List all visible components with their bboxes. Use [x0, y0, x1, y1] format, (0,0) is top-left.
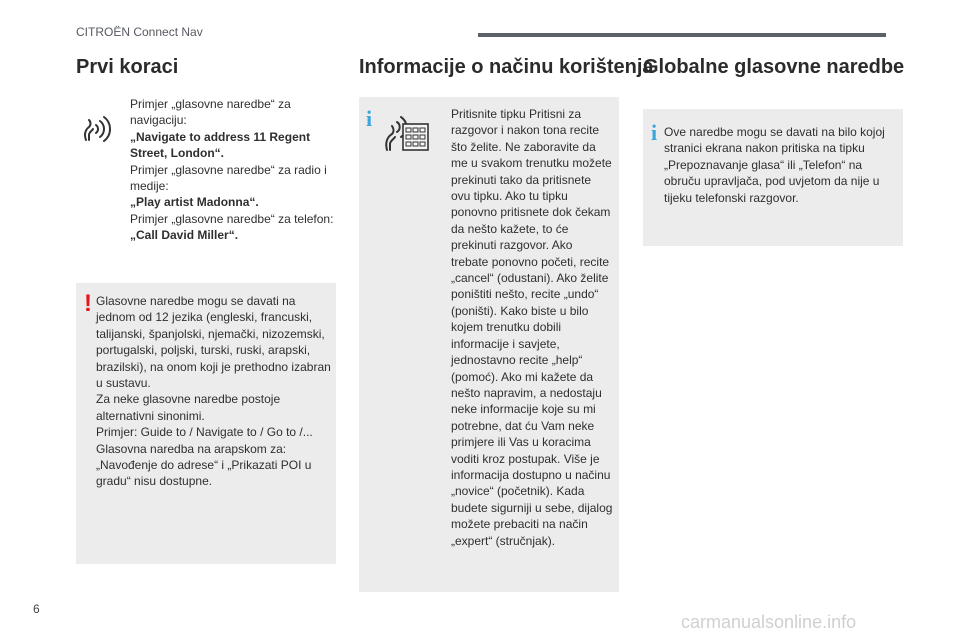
info-icon: i — [651, 120, 658, 145]
info-box-usage — [359, 97, 619, 592]
intro-examples — [130, 96, 335, 244]
steering-wheel-voice-button-icon — [381, 110, 431, 152]
header-bar — [478, 33, 886, 37]
warning-paragraph: Glasovne naredbe mogu se davati na jednom od 12 jezika (engleski, francuski, talijanski, španjolski, njemački, nizozemski, portugalski, poljski, turski, ruski, arapski, brazilski), na onom koji je prethodno izabran u sustavu. — [96, 294, 331, 391]
warning-text — [96, 293, 334, 490]
intro-line: Primjer „glasovne naredbe“ za navigaciju: — [130, 97, 291, 128]
intro-line: „Call David Miller“. — [130, 228, 239, 243]
warning-paragraph: Primjer: Guide to / Navigate to / Go to /... — [96, 425, 313, 440]
global-text: Ove naredbe mogu se davati na bilo kojoj stranici ekrana nakon pritiska na tipku „Prepoznavanje glasa“ ili „Telefon“ na obruču upravljača, pod uvjetom da nije u tijeku telefonski razgovor. — [664, 125, 885, 205]
warning-paragraph: Za neke glasovne naredbe postoje alternativni sinonimi. — [96, 392, 281, 423]
voice-command-icon — [81, 113, 113, 143]
intro-line: „Play artist Madonna“. — [130, 195, 259, 210]
intro-line: Primjer „glasovne naredbe“ za telefon: — [130, 211, 334, 226]
watermark: carmanualsonline.info — [681, 612, 857, 632]
warning-box — [76, 283, 336, 564]
info-icon: i — [366, 106, 373, 131]
warning-paragraph: Glasovna naredba na arapskom za: „Navođenje do adrese“ i „Prikazati POI u gradu“ nisu dostupne. — [96, 441, 312, 489]
heading-prvi-koraci: Prvi koraci — [76, 56, 179, 78]
usage-text: Pritisnite tipku Pritisni za razgovor i nakon tona recite što želite. Ne zaboravite da me u svakom trenutku možete prekinuti tako da pritisnete ovu tipku. Ako tu tipku ponovno pritisnete dok čekam da nešto kažete, to će prekinuti razgovor. Ako trebate ponovno početi, recite „cancel“ (odustani). Ako želite poništiti nešto, recite „undo“ (poništi). Kako biste u bilo kojem trenutku dobili informacije i savjete, jednostavno recite „help“ (pomoć). Ako mi kažete da nešto napravim, a nedostaju neke informacije koje su mi potrebne, dat ću Vam neke primjere ili Vas u koracima voditi kroz postupak. Više je informacija dostupno u načinu „novice“ (početnik). Kada budete sigurniji u sebe, dijalog možete prebaciti na način „expert“ (stručnjak). — [451, 107, 613, 548]
info-box-global — [643, 109, 903, 246]
warning-icon: ! — [84, 290, 92, 317]
heading-globalne: Globalne glasovne naredbe — [643, 56, 905, 78]
intro-line: Primjer „glasovne naredbe“ za radio i medije: — [130, 162, 327, 194]
page-number: 6 — [33, 602, 40, 616]
header-title: CITROËN Connect Nav — [76, 25, 203, 39]
heading-informacije: Informacije o načinu korištenja — [359, 56, 654, 78]
intro-line: „Navigate to address 11 Regent Street, London“. — [130, 129, 311, 161]
